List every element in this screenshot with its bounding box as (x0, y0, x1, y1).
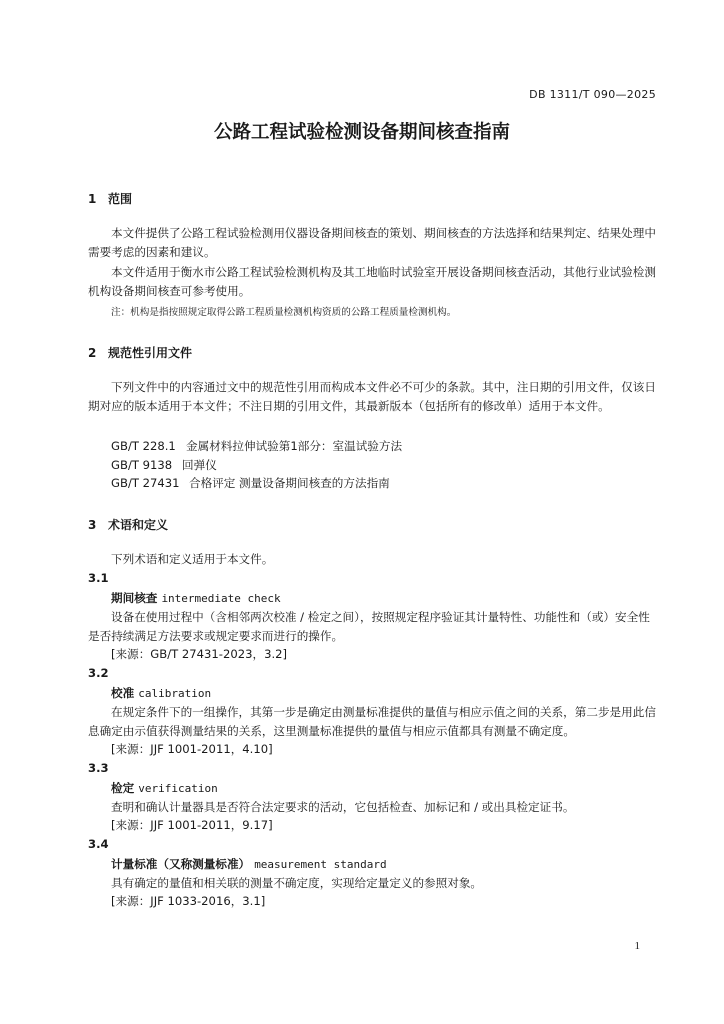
section-number: 3 (88, 518, 97, 532)
terms-intro: 下列术语和定义适用于本文件。 (111, 552, 274, 566)
term-definition: 具有确定的量值和相关联的测量不确定度，实现给定量定义的参照对象。 (111, 876, 483, 890)
reference-item (111, 438, 402, 454)
document-title: 公路工程试验检测设备期间核查指南 (213, 122, 510, 143)
section-number: 1 (88, 192, 97, 206)
term-number: 3.3 (88, 761, 109, 775)
reference-code: GB/T 9138 (111, 458, 173, 472)
scope-paragraph-2: 本文件适用于衡水市公路工程试验检测机构及其工地临时试验室开展设备期间核查活动，其他行业试验检测机构设备期间核查可参考使用。 (88, 265, 656, 298)
section-title: 范围 (108, 192, 133, 206)
term-english: calibration (138, 687, 212, 700)
normative-references-paragraph: 下列文件中的内容通过文中的规范性引用而构成本文件必不可少的条款。其中，注日期的引用文件，仅该日期对应的版本适用于本文件；不注日期的引用文件，其最新版本（包括所有的修改单）适用于本文件。 (88, 380, 656, 413)
term-chinese: 检定 (111, 781, 135, 795)
section-3-heading (88, 516, 168, 533)
term-definition: 查明和确认计量器具是否符合法定要求的活动，它包括检查、加标记和 / 或出具检定证书。 (111, 800, 575, 814)
term-title (111, 590, 281, 606)
term-english: measurement standard (254, 858, 387, 871)
page-number: 1 (634, 940, 640, 952)
term-definition: 在规定条件下的一组操作，其第一步是确定由测量标准提供的量值与相应示值之间的关系，第二步是用此信息确定由示值获得测量结果的关系，这里测量标准提供的量值与相应示值都具有测量不确定度。 (88, 705, 656, 738)
term-chinese: 期间核查 (111, 591, 158, 605)
document-code: DB 1311/T 090—2025 (529, 88, 656, 101)
reference-item (111, 457, 217, 473)
term-title (111, 685, 211, 701)
term-source: [来源：GB/T 27431-2023，3.2] (111, 647, 288, 661)
term-definition: 设备在使用过程中（含相邻两次校准 / 检定之间），按照规定程序验证其计量特性、功能性和（或）安全性是否持续满足方法要求或规定要求而进行的操作。 (88, 610, 650, 643)
term-number: 3.1 (88, 571, 109, 585)
section-number: 2 (88, 346, 97, 360)
term-english: intermediate check (161, 592, 281, 605)
term-source: [来源：JJF 1001-2011，4.10] (111, 742, 273, 756)
term-chinese: 校准 (111, 686, 135, 700)
reference-code: GB/T 27431 (111, 476, 180, 490)
term-title (111, 856, 387, 872)
scope-note: 注：机构是指按照规定取得公路工程质量检测机构资质的公路工程质量检测机构。 (111, 307, 457, 318)
reference-name: 金属材料拉伸试验第1部分：室温试验方法 (186, 439, 403, 453)
term-source: [来源：JJF 1001-2011，9.17] (111, 818, 273, 832)
scope-paragraph-1: 本文件提供了公路工程试验检测用仪器设备期间核查的策划、期间核查的方法选择和结果判定、结果处理中需要考虑的因素和建议。 (88, 226, 656, 259)
section-title: 规范性引用文件 (108, 346, 193, 360)
term-number: 3.4 (88, 837, 109, 851)
reference-name: 回弹仪 (182, 458, 217, 472)
term-source: [来源：JJF 1033-2016，3.1] (111, 894, 266, 908)
section-title: 术语和定义 (108, 518, 169, 532)
reference-name: 合格评定 测量设备期间核查的方法指南 (189, 476, 390, 490)
section-1-heading (88, 190, 132, 207)
term-number: 3.2 (88, 666, 109, 680)
reference-item (111, 475, 390, 491)
term-english: verification (138, 782, 218, 795)
term-chinese: 计量标准（又称测量标准） (111, 857, 251, 871)
section-2-heading (88, 344, 192, 361)
term-title (111, 780, 218, 796)
reference-code: GB/T 228.1 (111, 439, 176, 453)
